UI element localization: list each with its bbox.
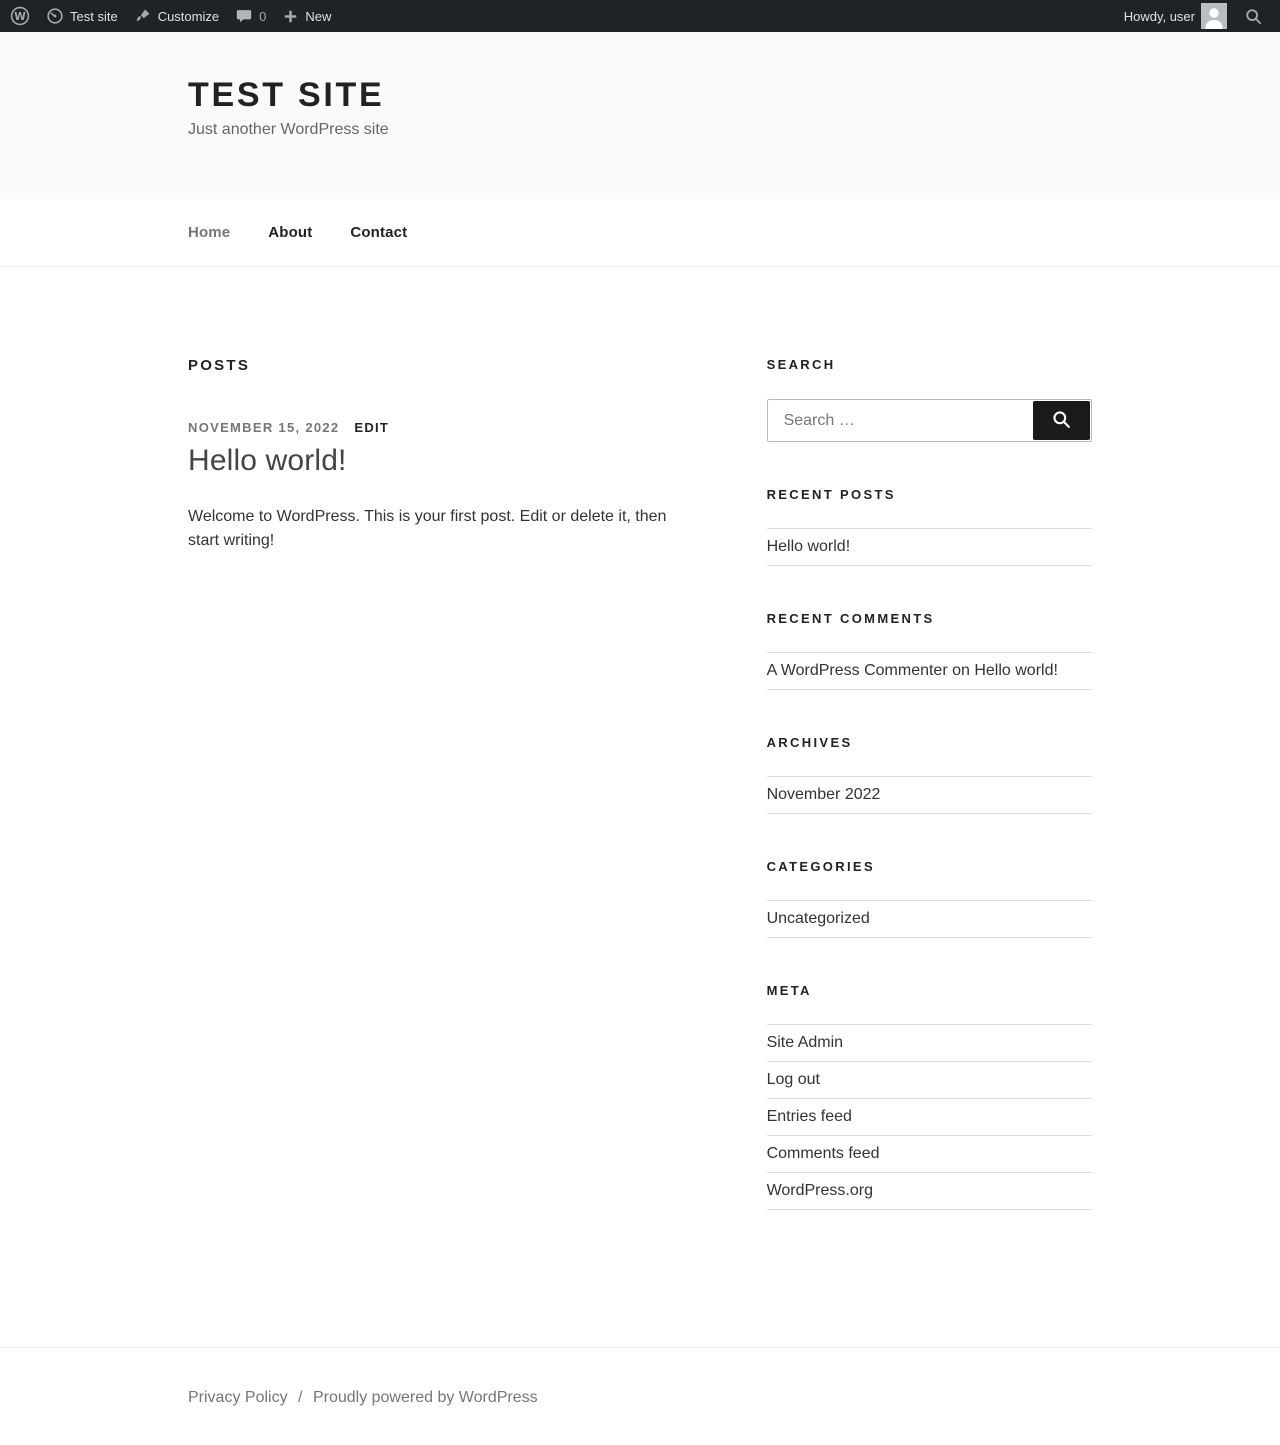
- footer-separator: /: [298, 1389, 303, 1406]
- meta-title: META: [766, 983, 812, 998]
- posts-column: [188, 357, 712, 553]
- admin-bar-new[interactable]: [274, 0, 339, 32]
- categories-title: CATEGORIES: [766, 859, 875, 874]
- archive-link[interactable]: November 2022: [766, 786, 881, 803]
- svg-text:W: W: [14, 10, 26, 23]
- admin-bar-howdy-label: Howdy, user: [1123, 8, 1195, 24]
- admin-bar-site-name-label: Test site: [70, 8, 118, 24]
- search-icon: [1244, 7, 1263, 26]
- admin-bar-customize[interactable]: [126, 0, 227, 32]
- list-item: [767, 901, 1092, 938]
- nav-link-home[interactable]: Home: [188, 223, 231, 241]
- nav-item-about: [268, 224, 312, 242]
- list-item: [767, 1173, 1092, 1210]
- admin-bar-right: [1116, 0, 1272, 32]
- post-body: Welcome to WordPress. This is your first post. Edit or delete it, then start writing!: [188, 508, 667, 549]
- categories-widget: [767, 859, 1092, 938]
- meta-log-out-link[interactable]: Log out: [766, 1071, 820, 1088]
- powered-by-link[interactable]: Proudly powered by WordPress: [312, 1389, 538, 1406]
- nav-link-about[interactable]: About: [268, 223, 313, 241]
- list-item: [767, 1136, 1092, 1173]
- nav-item-contact: [350, 224, 407, 242]
- site-title[interactable]: TEST SITE: [188, 76, 385, 114]
- sidebar: [767, 357, 1092, 1255]
- meta-site-admin-link[interactable]: Site Admin: [766, 1034, 844, 1051]
- site-tagline: Just another WordPress site: [188, 121, 389, 139]
- recent-post-link[interactable]: Hello world!: [766, 538, 851, 555]
- meta-comments-feed-link[interactable]: Comments feed: [766, 1145, 880, 1162]
- list-item: [767, 1062, 1092, 1099]
- meta-widget: [767, 983, 1092, 1210]
- list-item: [767, 777, 1092, 814]
- recent-comments-title: RECENT COMMENTS: [766, 611, 935, 626]
- post-date-link[interactable]: NOVEMBER 15, 2022: [188, 420, 340, 435]
- recent-comments-widget: [767, 611, 1092, 690]
- dashboard-gauge-icon: [46, 7, 64, 25]
- comment-connector: on: [947, 662, 975, 679]
- search-widget: [767, 357, 1092, 442]
- admin-bar-comments[interactable]: [227, 0, 274, 32]
- search-submit-button[interactable]: [1033, 401, 1090, 440]
- page-title: POSTS: [188, 357, 251, 374]
- nav-item-home: [188, 224, 230, 242]
- wordpress-logo-menu[interactable]: [2, 0, 38, 32]
- post-edit-link[interactable]: EDIT: [354, 420, 390, 435]
- site-content: [140, 267, 1140, 1347]
- recent-posts-title: RECENT POSTS: [766, 487, 896, 502]
- post-title[interactable]: Hello world!: [188, 444, 347, 477]
- comment-post-link[interactable]: Hello world!: [974, 662, 1058, 679]
- plus-icon: [282, 8, 299, 25]
- main-navigation: [0, 199, 1280, 267]
- admin-bar-my-account[interactable]: [1116, 0, 1235, 32]
- post-article: [188, 420, 712, 553]
- customize-brush-icon: [134, 7, 152, 25]
- category-link[interactable]: Uncategorized: [766, 910, 870, 927]
- comments-bubble-icon: [235, 7, 253, 25]
- search-widget-title: SEARCH: [766, 357, 836, 372]
- nav-link-contact[interactable]: Contact: [350, 223, 408, 241]
- archives-widget: [767, 735, 1092, 814]
- admin-bar-left: [2, 0, 339, 32]
- entry-meta: [188, 420, 712, 435]
- admin-bar-site-name[interactable]: [38, 0, 126, 32]
- admin-bar-customize-label: Customize: [157, 8, 220, 24]
- archives-title: ARCHIVES: [766, 735, 853, 750]
- admin-bar: [0, 0, 1280, 32]
- list-item: [767, 653, 1092, 690]
- meta-wordpress-org-link[interactable]: WordPress.org: [766, 1182, 873, 1199]
- site-header: [0, 32, 1280, 199]
- search-icon: [1051, 409, 1072, 433]
- wordpress-logo-icon: [10, 6, 30, 26]
- site-footer: [0, 1347, 1280, 1445]
- avatar: [1201, 3, 1227, 29]
- privacy-policy-link[interactable]: Privacy Policy: [188, 1389, 288, 1406]
- list-item: [767, 1099, 1092, 1136]
- search-form: [767, 399, 1092, 442]
- recent-posts-widget: [767, 487, 1092, 566]
- list-item: [767, 1025, 1092, 1062]
- meta-entries-feed-link[interactable]: Entries feed: [766, 1108, 852, 1125]
- list-item: [767, 529, 1092, 566]
- comment-author-link[interactable]: A WordPress Commenter: [766, 662, 948, 679]
- admin-bar-new-label: New: [305, 8, 332, 24]
- admin-bar-search-button[interactable]: [1235, 0, 1272, 32]
- admin-bar-comments-count: 0: [259, 8, 267, 24]
